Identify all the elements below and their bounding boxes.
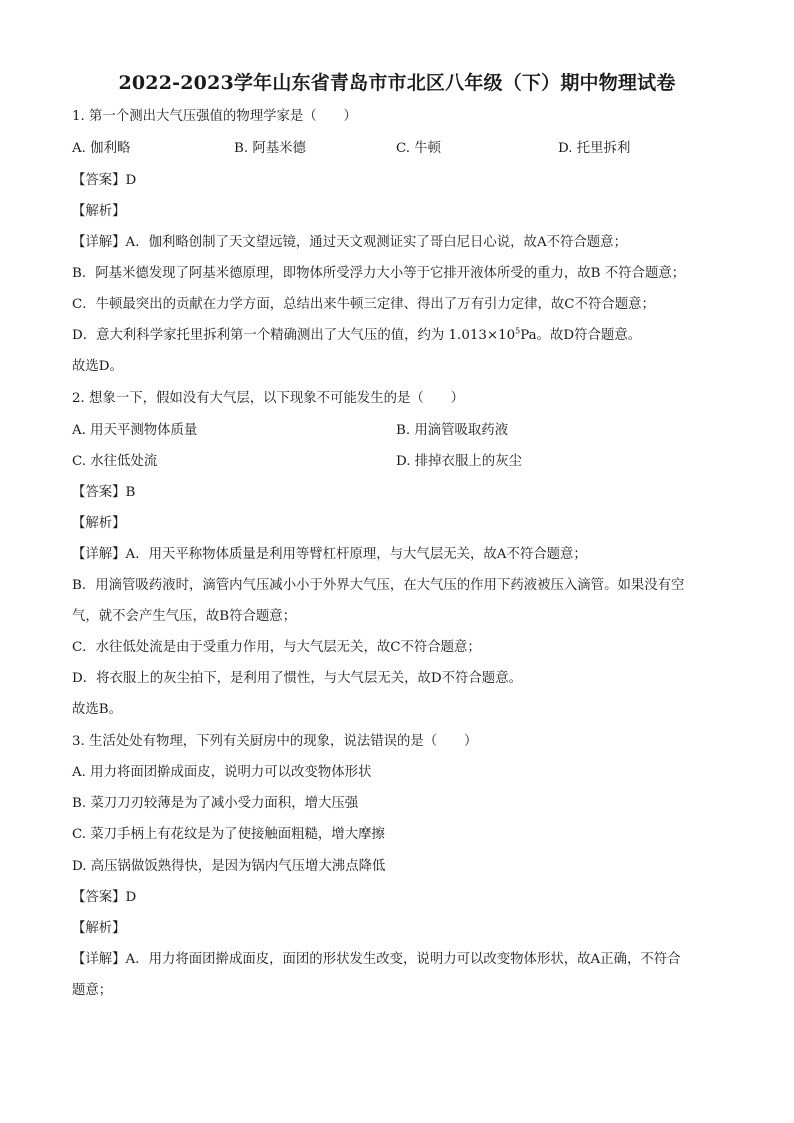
q2-detail-a: 【详解】A．用天平称物体质量是利用等臂杠杆原理，与大气层无关，故A不符合题意；: [72, 547, 587, 562]
q1-detail-d-tail: Pa。故D符合题意。: [520, 328, 642, 343]
q1-option-d: D. 托里拆利: [558, 141, 631, 156]
q3-option-a: A. 用力将面团擀成面皮，说明力可以改变物体形状: [72, 765, 372, 780]
q1-conclusion: 故选D。: [72, 359, 123, 374]
q1-detail-c: C．牛顿最突出的贡献在力学方面，总结出来牛顿三定律、得出了万有引力定律，故C不符合题意；: [72, 297, 655, 312]
q1-option-a: A. 伽利略: [72, 141, 131, 156]
q2-detail-d: D．将衣服上的灰尘拍下，是利用了惯性，与大气层无关，故D不符合题意。: [72, 671, 522, 686]
q2-conclusion: 故选B。: [72, 702, 123, 717]
q2-analysis-label: 【解析】: [72, 516, 126, 531]
q1-detail-b: B．阿基米德发现了阿基米德原理，即物体所受浮力大小等于它排开液体所受的重力，故B 不符合题意；: [72, 266, 686, 281]
q2-option-c: C. 水往低处流: [72, 454, 158, 469]
question-2-stem: 2. 想象一下，假如没有大气层，以下现象不可能发生的是（ ）: [72, 391, 464, 406]
q3-option-c: C. 菜刀手柄上有花纹是为了使接触面粗糙，增大摩擦: [72, 827, 385, 842]
q2-option-d: D. 排掉衣服上的灰尘: [396, 454, 522, 469]
q3-detail-a: 【详解】A．用力将面团擀成面皮，面团的形状发生改变，说明力可以改变物体形状，故A正确，不符合: [72, 952, 681, 967]
q2-option-b: B. 用滴管吸取药液: [396, 423, 509, 438]
q2-answer: 【答案】B: [72, 485, 136, 500]
q1-answer: 【答案】D: [72, 173, 137, 188]
question-1-stem: 1. 第一个测出大气压强值的物理学家是（ ）: [72, 109, 357, 124]
q1-detail-d-text: D．意大利科学家托里拆利第一个精确测出了大气压的值，约为 1.013×10: [72, 328, 516, 343]
q1-option-b: B. 阿基米德: [234, 141, 306, 156]
q1-option-c: C. 牛顿: [396, 141, 442, 156]
question-3-stem: 3. 生活处处有物理，下列有关厨房中的现象，说法错误的是（ ）: [72, 734, 478, 749]
q3-option-b: B. 菜刀刀刃较薄是为了减小受力面积，增大压强: [72, 796, 359, 811]
q1-detail-a: 【详解】A．伽利略创制了天文望远镜，通过天文观测证实了哥白尼日心说，故A不符合题意；: [72, 235, 627, 250]
q1-analysis-label: 【解析】: [72, 204, 126, 219]
q2-detail-c: C．水往低处流是由于受重力作用，与大气层无关，故C不符合题意；: [72, 640, 481, 655]
q3-answer: 【答案】D: [72, 890, 137, 905]
q1-detail-d: [72, 327, 732, 345]
q3-analysis-label: 【解析】: [72, 921, 126, 936]
q2-option-a: A. 用天平测物体质量: [72, 423, 198, 438]
q2-detail-b-cont: 气，就不会产生气压，故B符合题意；: [72, 609, 297, 624]
q1-detail-d-exponent: 5: [515, 326, 521, 336]
q3-option-d: D. 高压锅做饭熟得快，是因为锅内气压增大沸点降低: [72, 859, 386, 874]
q3-detail-a-cont: 题意；: [72, 983, 113, 998]
page-title: 2022-2023学年山东省青岛市市北区八年级（下）期中物理试卷: [118, 72, 676, 94]
q2-detail-b: B．用滴管吸药液时，滴管内气压减小小于外界大气压，在大气压的作用下药液被压入滴管。如果没有空: [72, 578, 685, 593]
